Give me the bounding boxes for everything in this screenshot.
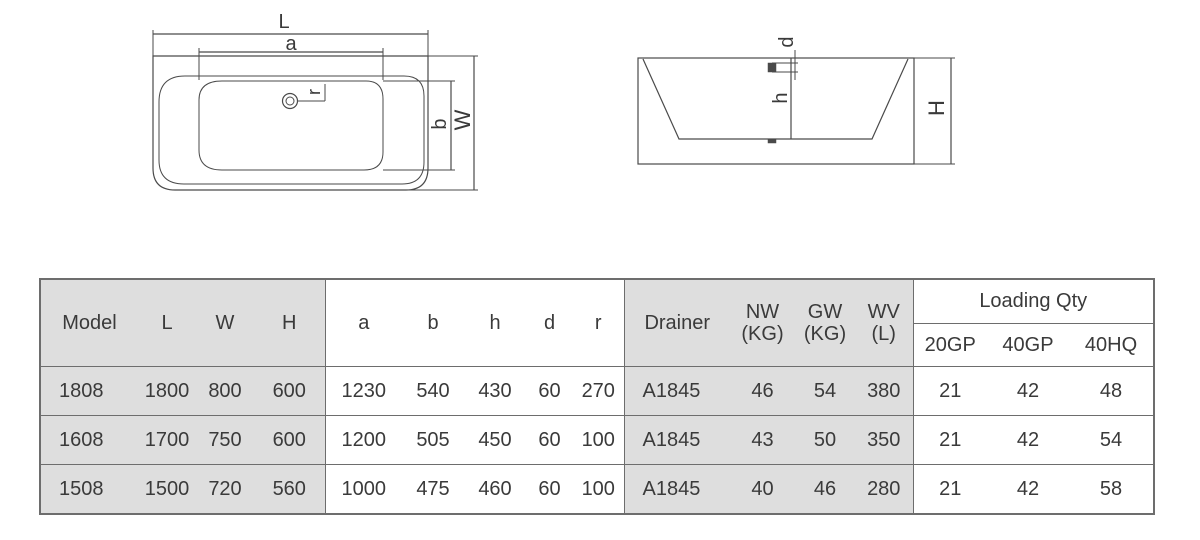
header-wv (855, 279, 913, 367)
cell-40hq: 54 (1069, 416, 1154, 465)
cell-40gp: 42 (1016, 477, 1040, 500)
cell-40hq: 48 (1069, 367, 1154, 416)
header-h: h (464, 279, 526, 367)
cell-20gp: 21 (913, 465, 987, 515)
cell-r: 100 (581, 477, 615, 500)
bathtub-top-view (153, 30, 478, 190)
header-gw-line2: (KG) (803, 323, 847, 345)
cell-r: 100 (573, 416, 624, 465)
header-H: H (254, 279, 325, 367)
label-W: W (450, 109, 475, 131)
table-row (40, 416, 1154, 465)
cell-drainer: A1845 (624, 416, 730, 465)
cell-d: 60 (538, 477, 561, 500)
cell-nw: 40 (730, 465, 795, 515)
drain-bottom (768, 139, 776, 143)
drain-outer (283, 94, 298, 109)
cell-r: 270 (573, 367, 624, 416)
cell-20gp: 21 (913, 367, 987, 416)
cell-20gp: 21 (913, 416, 987, 465)
cell-40gp: 42 (987, 367, 1069, 416)
cell-d: 60 (526, 416, 573, 465)
cell-H: 560 (254, 465, 325, 515)
tub-side-body (638, 58, 914, 164)
header-40gp: 40GP (987, 324, 1069, 367)
cell-W: 720 (196, 465, 254, 515)
header-40hq: 40HQ (1069, 324, 1154, 367)
cell-h: 460 (478, 477, 512, 500)
table-header-row (40, 279, 1154, 324)
cell-b: 505 (402, 416, 464, 465)
tub-basin (199, 81, 383, 170)
label-L: L (278, 11, 290, 33)
label-d: d (776, 36, 798, 48)
cell-d: 60 (526, 367, 573, 416)
cell-W: 800 (196, 367, 254, 416)
cell-gw: 54 (795, 367, 855, 416)
header-gw (795, 279, 855, 367)
specification-table (39, 278, 1155, 515)
label-b: b (429, 118, 451, 130)
cell-L: 1700 (138, 416, 196, 465)
cell-wv: 380 (855, 367, 913, 416)
cell-drainer: A1845 (624, 367, 730, 416)
header-L: L (138, 279, 196, 367)
cell-nw: 43 (730, 416, 795, 465)
table-row (40, 367, 1154, 416)
cell-drainer: A1845 (624, 465, 730, 515)
label-H: H (924, 100, 949, 116)
cell-b: 475 (416, 477, 450, 500)
cell-model: 1808 (40, 367, 138, 416)
cell-40gp: 42 (987, 416, 1069, 465)
header-b: b (402, 279, 464, 367)
bathtub-side-view (638, 50, 955, 164)
header-a: a (325, 279, 402, 367)
header-loading-qty: Loading Qty (913, 279, 1154, 324)
cell-a: 1230 (325, 367, 402, 416)
cell-h: 430 (464, 367, 526, 416)
cell-L: 1500 (138, 465, 196, 515)
overflow-fitting (768, 63, 776, 72)
label-a: a (285, 33, 297, 55)
cell-nw: 46 (730, 367, 795, 416)
cell-gw: 50 (795, 416, 855, 465)
header-20gp: 20GP (913, 324, 987, 367)
cell-L: 1800 (138, 367, 196, 416)
header-model: Model (40, 279, 138, 367)
cell-model: 1608 (40, 416, 138, 465)
cell-a: 1000 (325, 465, 402, 515)
cell-b: 540 (402, 367, 464, 416)
label-h: h (770, 92, 792, 104)
drain-inner (286, 97, 294, 105)
header-nw (730, 279, 795, 367)
cell-wv: 350 (855, 416, 913, 465)
header-drainer: Drainer (624, 279, 730, 367)
table-row (40, 465, 1154, 515)
header-nw-line2: (KG) (741, 323, 784, 345)
cell-a: 1200 (325, 416, 402, 465)
header-d: d (526, 279, 573, 367)
header-r: r (573, 279, 624, 367)
header-gw-line1: GW (807, 301, 843, 323)
header-wv-line2: (L) (871, 323, 896, 345)
cell-40hq: 58 (1099, 477, 1123, 500)
header-nw-line1: NW (745, 301, 780, 323)
cell-W: 750 (196, 416, 254, 465)
cell-h: 450 (464, 416, 526, 465)
cell-wv: 280 (855, 465, 913, 515)
label-r: r (304, 89, 324, 95)
header-W: W (196, 279, 254, 367)
header-wv-line1: WV (867, 301, 900, 323)
cell-model: 1508 (40, 465, 138, 515)
cell-H: 600 (254, 367, 325, 416)
cell-H: 600 (254, 416, 325, 465)
cell-gw: 46 (795, 465, 855, 515)
